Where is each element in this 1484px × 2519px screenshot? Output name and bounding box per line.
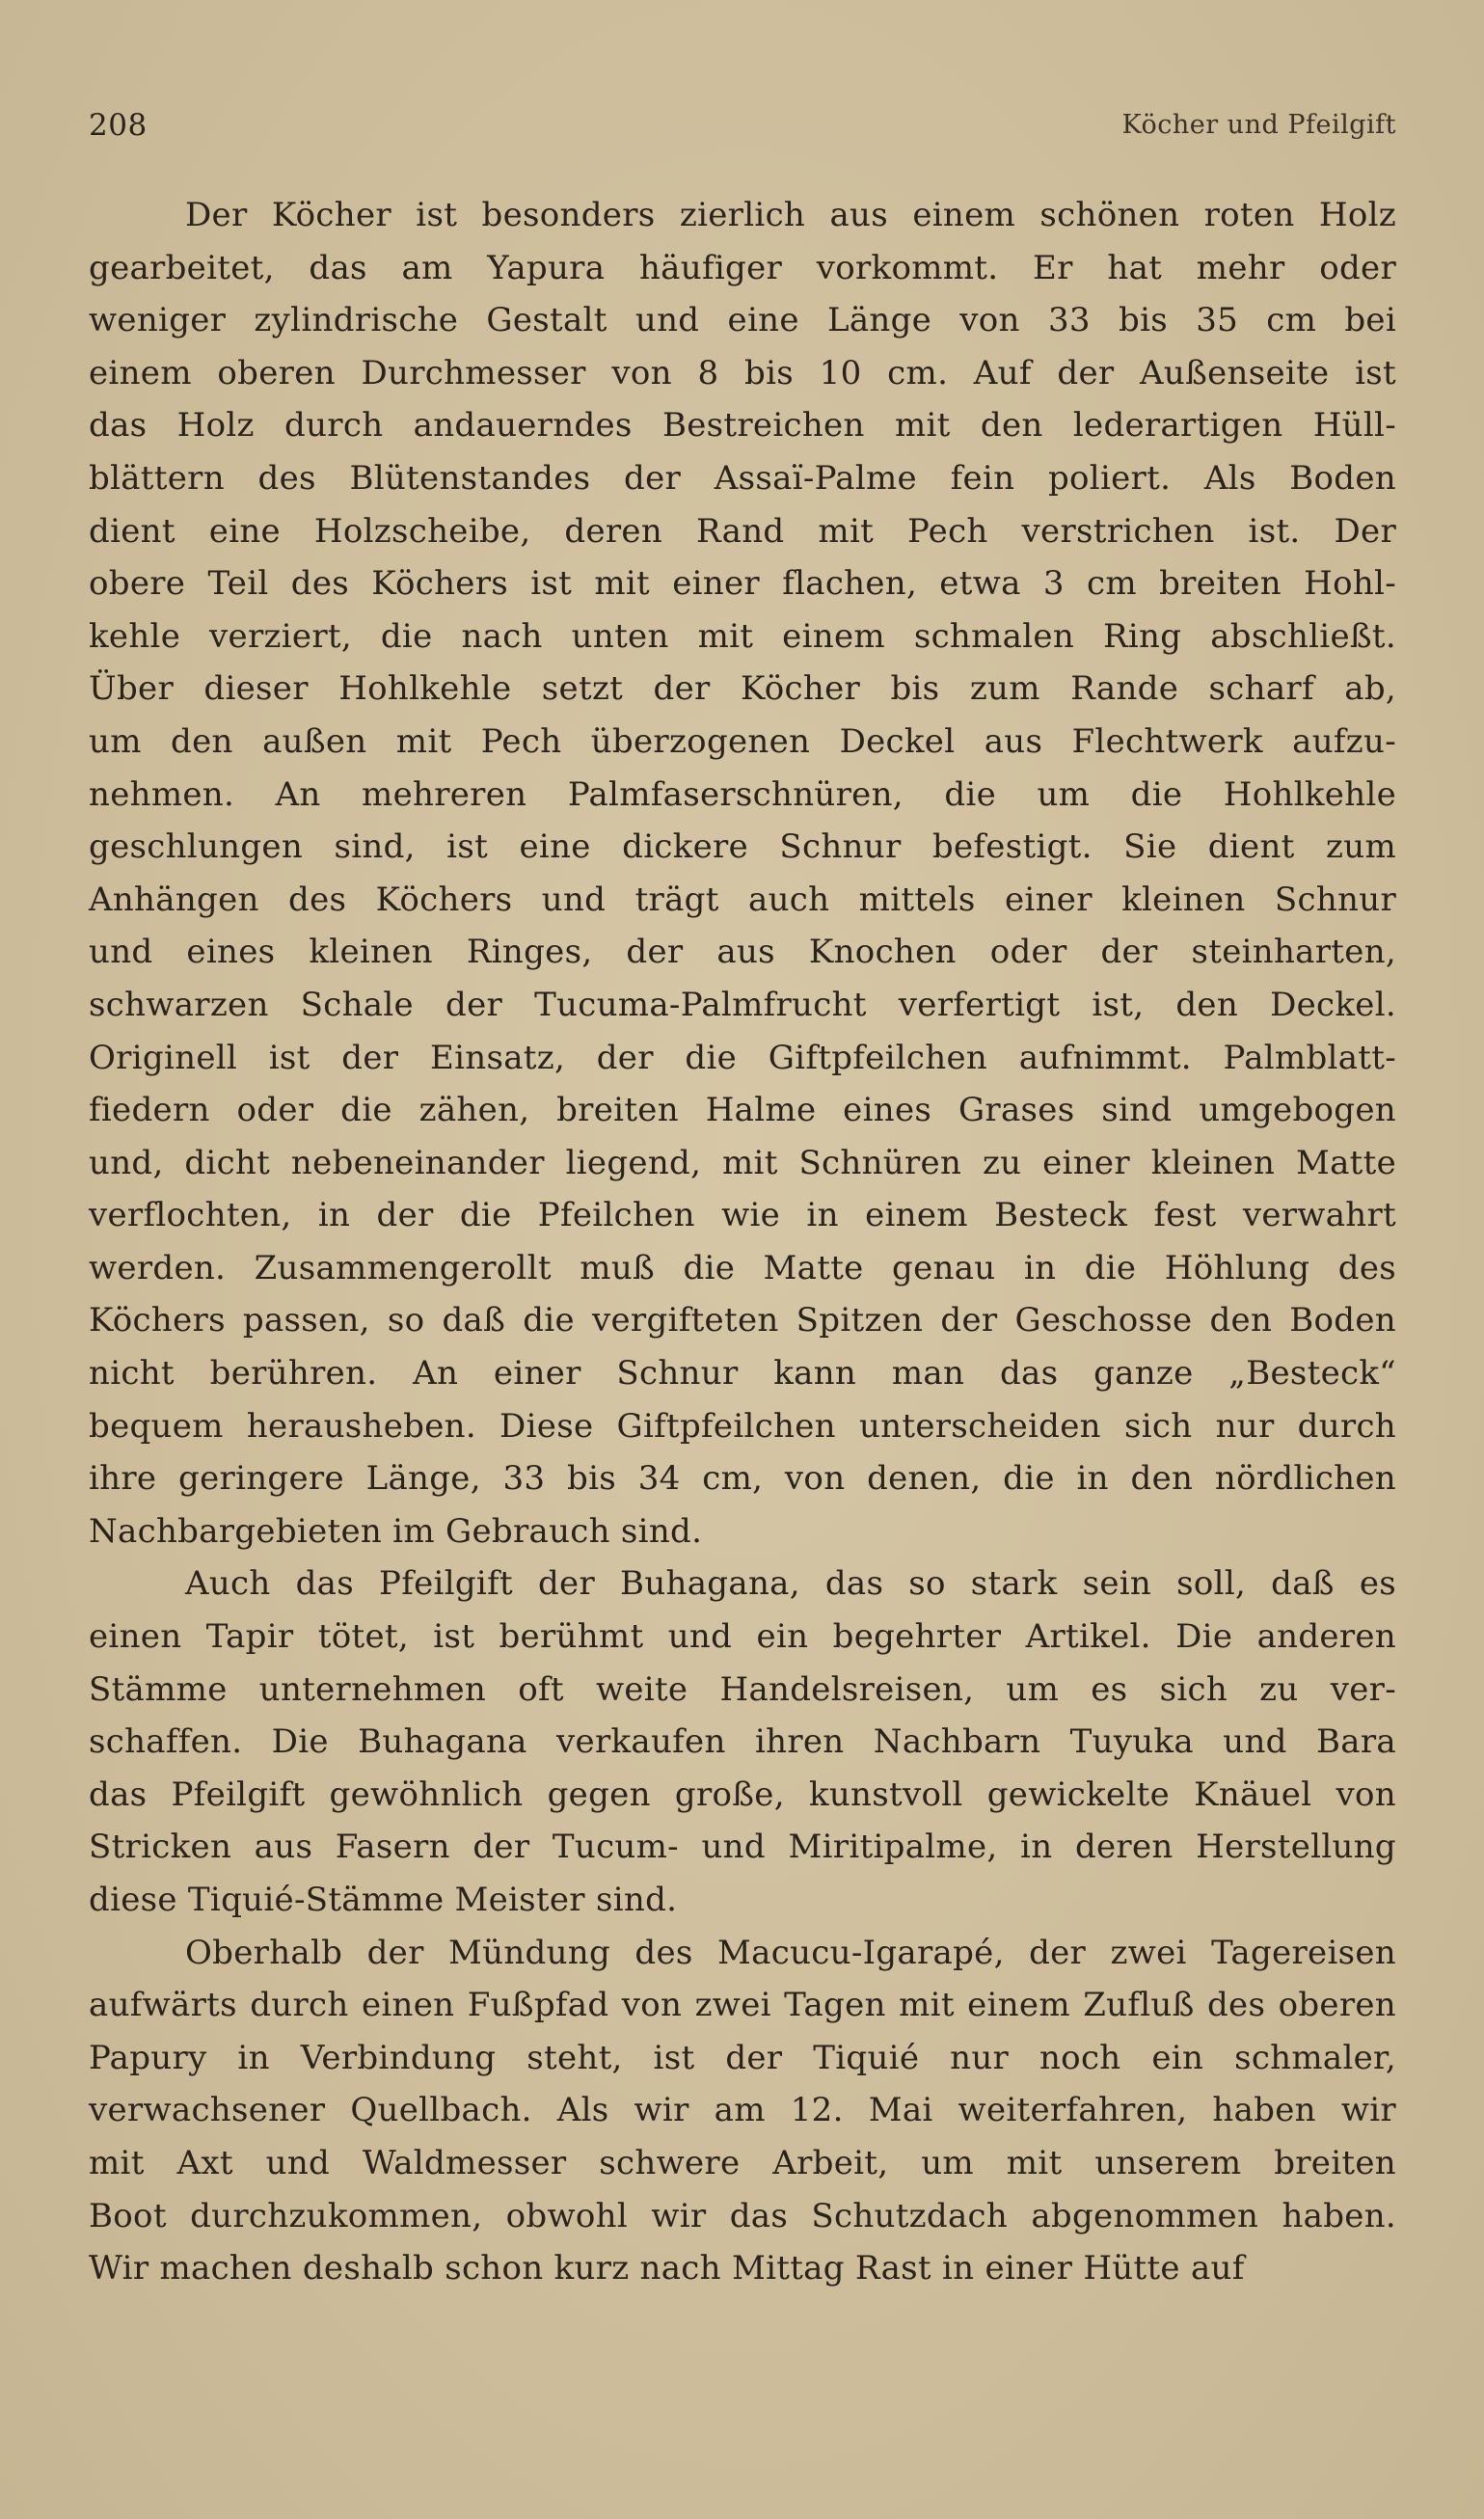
text-line: gearbeitet, das am Yapura häufiger vorkommt. Er hat mehr oder	[89, 248, 1396, 287]
text-line: das Pfeilgift gewöhnlich gegen große, kunstvoll gewickelte Knäuel von	[89, 1774, 1396, 1814]
text-line: bequem herausheben. Diese Giftpfeilchen unterscheiden sich nur durch	[89, 1406, 1396, 1446]
text-line: Köchers passen, so daß die vergifteten Spitzen der Geschosse den Boden	[89, 1301, 1396, 1341]
text-line: einen Tapir tötet, ist berühmt und ein begehrter Artikel. Die anderen	[89, 1617, 1396, 1657]
text-line: Auch das Pfeilgift der Buhagana, das so stark sein soll, daß es	[185, 1564, 1396, 1604]
text-line: Anhängen des Köchers und trägt auch mittels einer kleinen Schnur	[89, 880, 1396, 919]
text-line: Der Köcher ist besonders zierlich aus einem schönen roten Holz	[185, 196, 1396, 234]
text-line: Nachbargebieten im Gebrauch sind.	[89, 1511, 703, 1551]
text-line: blättern des Blütenstandes der Assaï-Palme fein poliert. Als Boden	[89, 458, 1396, 498]
text-line: um den außen mit Pech überzogenen Deckel aus Flechtwerk aufzu-	[89, 721, 1396, 761]
text-line: Stricken aus Fasern der Tucum- und Miritipalme, in deren Herstellung	[89, 1828, 1396, 1867]
page-header	[89, 108, 1396, 156]
text-line: Oberhalb der Mündung des Macucu-Igarapé, der zwei Tagereisen	[185, 1933, 1396, 1972]
text-line: nicht berühren. An einer Schnur kann man das ganze „Besteck“	[89, 1354, 1396, 1394]
text-line: nehmen. An mehreren Palmfaserschnüren, die um die Hohlkehle	[89, 774, 1396, 814]
text-line: Boot durchzukommen, obwohl wir das Schutzdach abgenommen haben.	[89, 2196, 1396, 2235]
text-line: kehle verziert, die nach unten mit einem schmalen Ring abschließt.	[89, 616, 1396, 656]
paragraph	[89, 1557, 1396, 1926]
running-head: Köcher und Pfeilgift	[1121, 110, 1396, 140]
text-line: Papury in Verbindung steht, ist der Tiquié nur noch ein schmaler,	[89, 2038, 1396, 2077]
text-line: ihre geringere Länge, 33 bis 34 cm, von denen, die in den nördlichen	[89, 1459, 1396, 1499]
text-line: schwarzen Schale der Tucuma-Palmfrucht verfertigt ist, den Deckel.	[89, 985, 1396, 1024]
paragraph	[89, 1927, 1396, 2295]
text-line: mit Axt und Waldmesser schwere Arbeit, um mit unserem breiten	[89, 2143, 1396, 2182]
text-line: Stämme unternehmen oft weite Handelsreisen, um es sich zu ver-	[89, 1669, 1396, 1709]
text-line: Über dieser Hohlkehle setzt der Köcher bis zum Rande scharf ab,	[89, 669, 1396, 709]
text-line: diese Tiquié-Stämme Meister sind.	[89, 1881, 678, 1919]
text-line: das Holz durch andauerndes Bestreichen mit den lederartigen Hüll-	[89, 406, 1396, 446]
text-line: und, dicht nebeneinander liegend, mit Schnüren zu einer kleinen Matte	[89, 1143, 1396, 1182]
text-line: weniger zylindrische Gestalt und eine Länge von 33 bis 35 cm bei	[89, 301, 1396, 340]
text-line: Originell ist der Einsatz, der die Giftpfeilchen aufnimmt. Palmblatt-	[89, 1038, 1396, 1077]
text-line: dient eine Holzscheibe, deren Rand mit Pech verstrichen ist. Der	[89, 511, 1396, 551]
text-line: schaffen. Die Buhagana verkaufen ihren Nachbarn Tuyuka und Bara	[89, 1722, 1396, 1762]
text-line: einem oberen Durchmesser von 8 bis 10 cm. Auf der Außenseite ist	[89, 353, 1396, 393]
page-number: 208	[89, 108, 148, 143]
text-line: verflochten, in der die Pfeilchen wie in einem Besteck fest verwahrt	[89, 1196, 1396, 1235]
body-text	[89, 189, 1396, 2295]
text-line: fiedern oder die zähen, breiten Halme eines Grases sind umgebogen	[89, 1091, 1396, 1130]
text-line: Wir machen deshalb schon kurz nach Mittag Rast in einer Hütte auf	[89, 2249, 1245, 2289]
text-line: obere Teil des Köchers ist mit einer flachen, etwa 3 cm breiten Hohl-	[89, 564, 1396, 604]
text-line: aufwärts durch einen Fußpfad von zwei Tagen mit einem Zufluß des oberen	[89, 1986, 1396, 2025]
text-line: geschlungen sind, ist eine dickere Schnur befestigt. Sie dient zum	[89, 827, 1396, 867]
text-line: verwachsener Quellbach. Als wir am 12. Mai weiterfahren, haben wir	[89, 2091, 1396, 2130]
text-line: und eines kleinen Ringes, der aus Knochen oder der steinharten,	[89, 933, 1396, 972]
paragraph	[89, 189, 1396, 1557]
text-line: werden. Zusammengerollt muß die Matte genau in die Höhlung des	[89, 1248, 1396, 1287]
